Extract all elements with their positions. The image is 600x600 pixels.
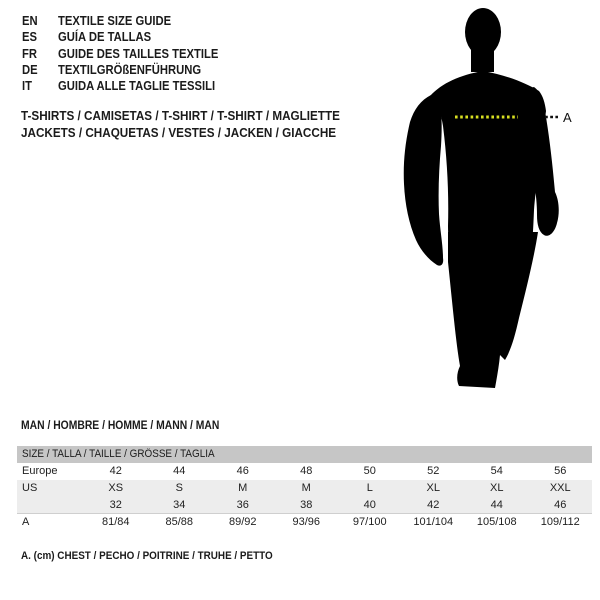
size-table <box>17 446 592 531</box>
measurement-footnote-text: A. (cm) CHEST / PECHO / POITRINE / TRUHE / PETTO <box>21 550 273 562</box>
size-table-row <box>17 480 592 497</box>
size-cell: 93/96 <box>292 516 321 529</box>
language-label: GUÍA DE TALLAS <box>58 30 152 45</box>
size-table-header <box>17 446 592 463</box>
size-cell: XL <box>426 481 440 494</box>
size-cell: M <box>238 481 248 494</box>
size-cell: 38 <box>300 498 313 511</box>
language-label: TEXTILGRÖßENFÜHRUNG <box>58 62 202 77</box>
language-row <box>22 13 218 29</box>
size-table-header-text: SIZE / TALLA / TAILLE / GRÖSSE / TAGLIA <box>22 448 215 460</box>
gender-caption <box>21 420 241 432</box>
size-cell: 34 <box>173 498 186 511</box>
measurement-footnote <box>21 550 301 562</box>
language-label: GUIDE DES TAILLES TEXTILE <box>58 46 219 61</box>
category-list <box>21 108 340 141</box>
size-cell: 46 <box>236 465 249 477</box>
size-cell: 85/88 <box>165 516 194 529</box>
size-cell: 42 <box>109 465 122 477</box>
size-cell: 48 <box>300 465 313 477</box>
size-table-row <box>17 514 592 531</box>
size-table-row <box>17 497 592 515</box>
man-silhouette <box>398 2 580 394</box>
row-label: US <box>22 481 38 494</box>
size-cell: 44 <box>173 465 186 477</box>
size-cell: 101/104 <box>413 516 454 529</box>
language-row <box>22 46 218 62</box>
size-cell: 50 <box>363 465 376 477</box>
category-line: T-SHIRTS / CAMISETAS / T-SHIRT / T-SHIRT / MAGLIETTE <box>21 108 340 123</box>
size-table-row <box>17 463 592 480</box>
gender-caption-text: MAN / HOMBRE / HOMME / MANN / MAN <box>21 420 220 432</box>
language-row <box>22 29 218 45</box>
category-line: JACKETS / CHAQUETAS / VESTES / JACKEN / GIACCHE <box>21 124 337 140</box>
size-cell: 105/108 <box>476 516 517 529</box>
measure-label-a: A <box>563 110 572 125</box>
row-label: A <box>22 516 30 529</box>
size-cell: 42 <box>427 498 440 511</box>
size-cell: 54 <box>490 465 503 477</box>
size-cell: 56 <box>554 465 567 477</box>
size-cell: 36 <box>236 498 249 511</box>
size-cell: L <box>366 481 373 494</box>
size-cell: S <box>175 481 183 494</box>
row-label <box>17 497 84 514</box>
size-table-body <box>17 463 592 531</box>
size-cell: XS <box>108 481 124 494</box>
language-code: IT <box>22 79 32 94</box>
size-cell: 89/92 <box>228 516 257 529</box>
language-label: TEXTILE SIZE GUIDE <box>58 14 172 28</box>
size-cell: 40 <box>363 498 376 511</box>
language-row <box>22 62 218 78</box>
size-cell: 52 <box>427 465 440 477</box>
language-row <box>22 78 218 94</box>
size-cell: 109/112 <box>540 516 580 529</box>
size-cell: M <box>301 481 311 494</box>
size-cell: 44 <box>490 498 503 511</box>
size-cell: XXL <box>549 481 571 494</box>
size-cell: XL <box>490 481 504 494</box>
language-code: DE <box>22 62 38 77</box>
language-code: EN <box>22 14 38 28</box>
size-cell: 46 <box>554 498 567 511</box>
row-label: Europe <box>22 465 58 477</box>
size-cell: 81/84 <box>101 516 130 529</box>
language-code: ES <box>22 30 38 45</box>
man-body-shape <box>404 8 559 388</box>
language-code: FR <box>22 46 38 61</box>
size-cell: 97/100 <box>352 516 387 529</box>
size-cell: 32 <box>109 498 122 511</box>
language-list <box>22 13 218 94</box>
language-label: GUIDA ALLE TAGLIE TESSILI <box>58 79 216 94</box>
